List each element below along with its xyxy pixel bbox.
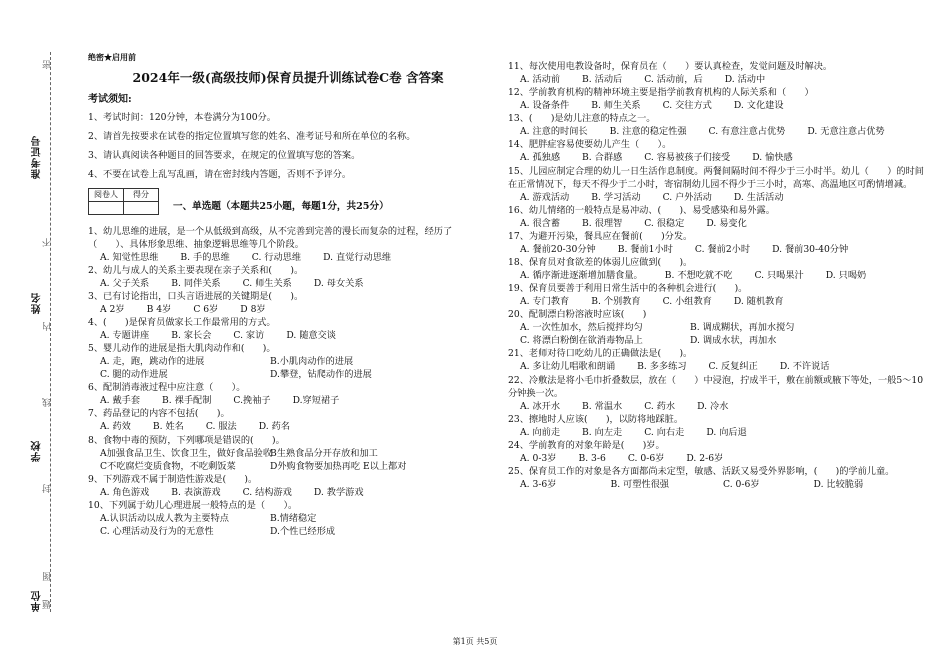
question-text: 15、儿园应制定合理的幼儿一日生活作息制度。两餐间隔时间不得少于三小时半。幼儿（ ）的时间在正常情况下，每天不得少于二小时，寄宿制幼儿园不得少于三小时，高寒、高温地区可酌情增减。 [508,165,924,190]
margin-field [30,135,45,179]
answer-option[interactable]: B. 合群感 [582,152,623,164]
left-column [88,52,488,538]
question-text: 13、( )是幼儿注意的特点之一。 [508,113,656,125]
answer-option[interactable]: D. 向后退 [706,426,747,438]
question-options [520,400,928,413]
section-title: 一、单选题（本题共25小题，每题1分，共25分） [173,201,389,213]
answer-option[interactable]: C. 心理活动及行为的无意性 [100,525,214,537]
answer-option[interactable]: A. 药效 [100,421,131,433]
answer-option[interactable]: B.情绪稳定 [270,512,317,524]
right-column [508,60,928,491]
question-text: 14、肥胖症容易使要幼儿产生（ ）。 [508,139,672,151]
question-options [100,355,488,381]
secret-label: 绝密★启用前 [88,52,136,62]
question-options [520,243,928,256]
answer-option[interactable]: A. 孤独感 [520,152,561,164]
answer-option[interactable]: C.挽袖子 [233,395,271,407]
answer-option[interactable]: C. 餐前2小时 [694,243,751,255]
answer-option[interactable]: A.认识活动以成人教为主要特点 [100,512,229,524]
grader-label: 阅卷人 [89,188,124,201]
question-text: 12、学前教育机构的精神环境主要是指学前教育机构的人际关系和（ ） [508,87,814,99]
exam-notice [88,93,488,181]
question-text: 11、每次使用电教设备时，保育员在（ ）要认真检查，发觉问题及时解决。 [508,61,833,72]
question-options [520,191,928,204]
question-text: 19、保育员要善于利用日常生活中的各种机会进行( )。 [508,283,748,295]
question-options [520,360,928,373]
answer-option[interactable]: B. 注意的稳定性强 [609,126,687,138]
answer-option[interactable]: A. 角色游戏 [100,486,150,498]
answer-option[interactable]: B. 常温水 [582,400,623,412]
question-text: 20、配制漂白粉溶液时应该( ) [508,309,647,321]
score-cell[interactable] [124,201,159,214]
question-options [520,125,928,138]
score-label: 得分 [124,188,159,201]
question-text: 10、下列属于幼儿心理进展一般特点的是（ ）。 [88,499,298,511]
seal-char: 封 [43,484,53,493]
answer-option[interactable]: A. 游戏活动 [520,191,570,203]
question-options [520,151,928,164]
answer-option[interactable]: D. 药名 [258,421,291,433]
answer-option[interactable]: B. 裸手配制 [162,395,212,407]
notice-item: 3、请认真阅读各种题目的回答要求，在规定的位置填写您的答案。 [88,150,361,162]
answer-option[interactable]: A. 走，跑，跳动作的进展 [100,356,205,368]
question-text: 1、幼儿思维的进展，是一个从低级到高级，从不完善到完善的漫长而复杂的过程，经历了（ ）、具体形象思维、抽象逻辑思维等几个阶段。 [88,225,453,250]
question-options [100,420,488,433]
answer-option[interactable]: C. 反复纠正 [708,361,758,373]
question-options [520,295,928,308]
seal-char: 密 [43,60,53,69]
question-text: 17、为避开污染，餐具应在餐前( )分发。 [508,230,693,242]
question-options [520,426,928,439]
answer-option[interactable]: A. 3-6岁 [520,479,557,490]
answer-option[interactable]: D. 教学游戏 [313,486,364,498]
answer-option[interactable]: B. 很理智 [582,217,623,229]
answer-option[interactable]: C. 小组教育 [662,296,712,308]
answer-option[interactable]: D. 比较脆弱 [813,479,864,490]
answer-option[interactable]: A. 设备条件 [520,100,570,112]
answer-option[interactable]: B. 餐前1小时 [617,243,673,255]
answer-option[interactable]: B. 个别教育 [591,296,641,308]
question-text: 5、婴儿动作的进展是指大肌肉动作和( )。 [88,343,276,355]
answer-option[interactable]: D. 无意注意占优势 [807,126,885,138]
answer-option[interactable]: A. 很含蓄 [520,217,561,229]
answer-option[interactable]: B. 家长会 [171,330,212,342]
answer-option[interactable]: A. 多让幼儿唱歌和朗诵 [520,361,616,373]
answer-option[interactable]: B. 多多练习 [637,361,687,373]
answer-option[interactable]: A. 父子关系 [100,277,150,289]
answer-option[interactable]: C 6岁 [193,303,219,315]
question-options [100,303,488,316]
answer-option[interactable]: D. 调成水状，再加水 [690,335,777,347]
question-text: 7、药品登记的内容不包括( )。 [88,408,230,420]
answer-option[interactable]: A. 一次性加水，然后搅拌均匀 [520,322,643,334]
answer-option[interactable]: B. 师生关系 [591,100,641,112]
answer-option[interactable]: A. 0-3岁 [520,452,557,464]
question-options [100,486,488,499]
answer-option[interactable]: B生熟食品分开存放和加工 [270,447,378,459]
answer-option[interactable]: C. 只喝果汁 [754,270,804,281]
answer-option[interactable]: D. 冷水 [697,400,729,412]
question-text: 21、老师对待口吃幼儿的正确做法是( )。 [508,348,693,360]
binding-margin [0,0,70,671]
question-options [520,73,928,86]
answer-option[interactable]: D.穿短裙子 [292,395,340,407]
answer-option[interactable]: D. 只喝奶 [825,270,867,281]
question-text: 24、学前教育的对象年龄是( )岁。 [508,439,665,451]
answer-option[interactable]: A 2岁 [100,303,125,315]
grader-cell[interactable] [89,201,124,214]
seal-char: 线 [43,398,53,407]
answer-option[interactable]: B. 表演游戏 [171,486,221,498]
answer-option[interactable]: B. 可塑性很强 [610,479,669,490]
answer-option[interactable]: D. 随意交谈 [286,330,336,342]
question-options [100,329,488,342]
notice-item: 4、不要在试卷上乱写乱画，请在密封线内答题，否则不予评分。 [88,169,352,181]
answer-option[interactable]: A. 专门教育 [520,296,570,308]
question-options [520,321,928,347]
seal-char: 内 [43,322,53,331]
answer-option[interactable]: B. 活动后 [582,74,623,86]
answer-option[interactable]: D. 不许说话 [779,361,830,373]
seal-char: 题 [43,600,53,609]
answer-option[interactable]: A. 注意的时间长 [520,126,588,138]
question-options [520,452,928,465]
question-options [520,217,928,230]
answer-option[interactable]: C. 腿的动作进展 [100,369,168,381]
answer-option[interactable]: A. 向前走 [520,426,561,438]
answer-option[interactable]: B.小肌肉动作的进展 [270,356,354,368]
answer-option[interactable]: B. 3-6 [578,452,606,464]
answer-option[interactable]: A加强食品卫生、饮食卫生，做好食品验收 [100,447,273,459]
seal-line [50,52,51,612]
question-text: 9、下列游戏不属于制造性游戏是( )。 [88,473,258,485]
answer-option[interactable]: D. 愉快感 [752,152,793,164]
answer-option[interactable]: C. 很稳定 [644,217,685,229]
answer-option[interactable]: D外购食物要加热再吃 E以上都对 [270,460,407,472]
answer-option[interactable]: C. 向右走 [644,426,685,438]
margin-field-label: 单位 [32,590,43,612]
question-text: 6、配制消毒液过程中应注意（ ）。 [88,382,246,394]
page-footer: 第1页 共5页 [452,637,498,646]
question-options [100,512,488,538]
margin-field-label: 学校 [32,440,43,462]
answer-option[interactable]: B. 姓名 [152,421,184,433]
answer-option[interactable]: D. 随机教育 [733,296,784,308]
score-row [88,188,488,215]
answer-option[interactable]: B. 同伴关系 [171,277,221,289]
answer-option[interactable]: C. 服法 [205,421,237,433]
question-options [100,277,488,290]
answer-option[interactable]: A. 循序渐进逐渐增加膳食量。 [520,270,643,281]
answer-option[interactable]: A. 冰开水 [520,400,561,412]
question-text: 25、保育员工作的对象是各方面都尚未定型，敏感、活跃又易受外界影响，( )的学前儿童。 [508,465,895,477]
answer-option[interactable]: B. 手的思维 [180,251,230,263]
question-text: 4、( )是保育员做家长工作最常用的方式。 [88,316,276,328]
answer-option[interactable]: A. 餐前20-30分钟 [520,243,596,255]
question-options [520,269,928,282]
answer-option[interactable]: D.攀登，钻爬动作的进展 [270,369,372,381]
answer-option[interactable]: D.个性已经形成 [270,525,336,537]
answer-option[interactable]: C. 活动前，后 [644,74,703,86]
question-options [520,99,928,112]
exam-title: 2024年一级(高级技师)保育员提升训练试卷C卷 含答案 [132,70,444,86]
answer-option[interactable]: D. 母女关系 [313,277,364,289]
margin-field [30,292,45,314]
answer-option[interactable]: D. 易变化 [706,217,747,229]
question-options [520,478,928,491]
answer-option[interactable]: A. 专题讲座 [100,330,150,342]
answer-option[interactable]: C. 药水 [644,400,676,412]
question-text: 22、冷敷法是将小毛巾折叠数层，放在（ ）中浸泡，拧成半干，敷在前额或腋下等处，一般5～10分钟换一次。 [508,374,924,399]
margin-field-label: 姓名 [32,292,43,314]
answer-option[interactable]: D. 活动中 [724,74,766,86]
notice-item: 2、请首先按要求在试卷的指定位置填写您的姓名、准考证号和所在单位的名称。 [88,131,416,143]
answer-option[interactable]: D. 文化建设 [733,100,784,112]
question-text: 16、幼儿情绪的一般特点是易冲动、( )、易受感染和易外露。 [508,204,775,216]
margin-field [30,440,45,462]
answer-option[interactable]: B 4岁 [146,303,172,315]
answer-option[interactable]: C. 容易被孩子们接受 [644,152,731,164]
answer-option[interactable]: C. 户外活动 [662,191,712,203]
answer-option[interactable]: C. 将漂白粉倒在欲消毒物品上 [520,335,643,347]
answer-option[interactable]: C. 交往方式 [662,100,712,112]
margin-field-label: 准考证号 [32,135,43,179]
answer-option[interactable]: B. 学习活动 [591,191,641,203]
question-text: 23、擦地时人应该( )，以防将地踩脏。 [508,413,684,425]
answer-option[interactable]: D 8岁 [240,303,266,315]
question-text: 18、保育员对食欲差的体弱儿应做到( )。 [508,256,693,268]
answer-option[interactable]: A. 知觉性思维 [100,251,159,263]
question-list-left [88,225,488,539]
answer-option[interactable]: B. 不想吃就不吃 [664,270,733,281]
answer-option[interactable]: A. 戴手套 [100,395,141,407]
question-text: 3、已有讨论指出，口头言语进展的关键期是( )。 [88,290,304,302]
answer-option[interactable]: B. 调成糊状，再加水搅匀 [690,322,795,334]
answer-option[interactable]: B. 向左走 [582,426,623,438]
answer-option[interactable]: C. 家访 [233,330,265,342]
score-table [88,188,159,215]
question-text: 2、幼儿与成人的关系主要表现在亲子关系和( )。 [88,264,304,276]
question-list-right [508,60,928,491]
answer-option[interactable]: D. 2-6岁 [686,452,724,464]
answer-option[interactable]: C. 有意注意占优势 [708,126,786,138]
seal-char: 图 [43,572,53,581]
answer-option[interactable]: D. 生活活动 [733,191,784,203]
seal-char: 不 [43,238,53,247]
answer-option[interactable]: C. 师生关系 [242,277,292,289]
question-options [100,394,488,407]
answer-option[interactable]: C. 结构游戏 [242,486,292,498]
question-options [100,447,488,473]
notice-heading: 考试须知: [88,94,132,106]
question-options [100,251,488,264]
answer-option[interactable]: D. 直觉行动思维 [323,251,392,263]
answer-option[interactable]: C. 0-6岁 [723,479,760,490]
answer-option[interactable]: D. 餐前30-40分钟 [772,243,849,255]
answer-option[interactable]: C. 行动思维 [251,251,302,263]
answer-option[interactable]: C不吃腐烂变质食物，不吃剩饭菜 [100,460,236,472]
notice-item: 1、考试时间：120分钟，本卷满分为100分。 [88,112,276,124]
answer-option[interactable]: A. 活动前 [520,74,561,86]
answer-option[interactable]: C. 0-6岁 [627,452,665,464]
question-text: 8、食物中毒的预防，下列哪项是错误的( )。 [88,434,285,446]
